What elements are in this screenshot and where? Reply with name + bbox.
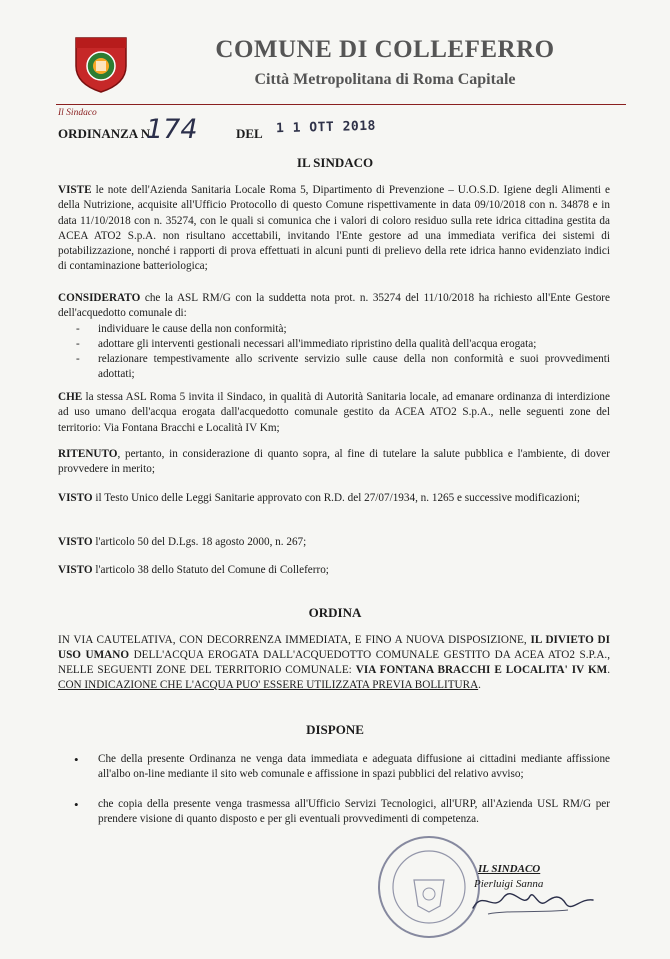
ordina-text [58, 633, 610, 693]
lead-ritenuto: RITENUTO [58, 448, 118, 460]
heading-ordina: ORDINA [308, 605, 362, 620]
text-ritenuto: , pertanto, in considerazione di quanto sopra, al fine di tutelare la salute pubblica e l'ambiente, di dover provvedere in merito; [58, 448, 610, 476]
lead-visto: VISTO [58, 536, 93, 548]
paragraph-viste [58, 183, 610, 275]
ordinanza-label: ORDINANZA N. [58, 126, 154, 141]
comune-crest-icon [70, 32, 132, 94]
text-viste: le note dell'Azienda Sanitaria Locale Roma 5, Dipartimento di Prevenzione – U.O.S.D. Igiene degli Alimenti e della Nutrizione, acquisite all'Ufficio Protocollo di questo Comune rispettivamente in data 09/10/2018 con n. 34878 e in data 11/10/2018 con n. 35274, con le quali si comunica che i valori di coloro residuo sulla rete idrica cittadina gestita da ACEA ATO2 S.p.A. non risultano accettabili, invitando l'Ente gestore ad una immediata verifica dei sistemi di potabilizzazione, nonché i rapporti di prova effettuati in alcuni punti di prelievo della rete idrica hanno evidenziato indici di contaminazione batteriologica; [58, 184, 610, 273]
list-item: - adottare gli interventi gestionali necessari all'immediato ripristino della qualità dell'acqua erogata; [98, 337, 610, 352]
ordina-part: . [478, 679, 481, 691]
page-subtitle: Città Metropolitana di Roma Capitale [254, 71, 516, 88]
list-item: - relazionare tempestivamente allo scrivente servizio sulle cause della non conformità e suoi provvedimenti adottati; [98, 352, 610, 383]
paragraph-visto-dlgs [58, 535, 610, 550]
signature-title: IL SINDACO [478, 863, 541, 875]
lead-considerato: CONSIDERATO [58, 292, 141, 304]
paragraph-che [58, 390, 610, 436]
text-considerato: che la ASL RM/G con la suddetta nota prot. n. 35274 del 11/10/2018 ha richiesto all'Ente Gestore dell'acquedotto comunale di: [58, 292, 610, 320]
lead-visto: VISTO [58, 564, 93, 576]
lead-viste: VISTE [58, 184, 92, 196]
lead-visto: VISTO [58, 492, 93, 504]
dispone-section [58, 752, 610, 838]
considerato-list [58, 322, 610, 383]
date-stamp: 1 1 OTT 2018 [275, 118, 377, 137]
text-visto: l'articolo 50 del D.Lgs. 18 agosto 2000, n. 267; [92, 536, 307, 548]
list-item: • che copia della presente venga trasmessa all'Ufficio Servizi Tecnologici, all'URP, all'Azienda USL RM/G per prendere visione di quanto disposto e per gli eventuali provvedimenti di competenza. [98, 797, 610, 828]
heading-il-sindaco: IL SINDACO [296, 155, 374, 170]
ordinanza-number: 174 [146, 114, 198, 145]
text-visto: l'articolo 38 dello Statuto del Comune di Colleferro; [92, 564, 329, 576]
paragraph-considerato [58, 291, 610, 383]
list-item: - individuare le cause della non conformità; [98, 322, 610, 337]
text-che: la stessa ASL Roma 5 invita il Sindaco, in qualità di Autorità Sanitaria locale, ad emanare ordinanza di interdizione ad uso umano dell'acqua erogata dall'acquedotto comunale gestito da ACEA ATO2 S.p.A., nelle seguenti zone del territorio: Via Fontana Bracchi e Località IV Km; [58, 391, 610, 434]
del-label: DEL [236, 126, 263, 141]
paragraph-visto-testo-unico [58, 491, 610, 506]
office-label: Il Sindaco [58, 108, 97, 118]
ordina-part: IN VIA CAUTELATIVA, CON DECORRENZA IMMEDIATA, E FINO A NUOVA DISPOSIZIONE, [58, 634, 531, 646]
page-title: COMUNE DI COLLEFERRO [215, 36, 555, 63]
ordina-part: . [607, 664, 610, 676]
heading-dispone: DISPONE [306, 722, 364, 737]
handwritten-signature-icon [468, 880, 598, 920]
text-visto: il Testo Unico delle Leggi Sanitarie approvato con R.D. del 27/07/1934, n. 1265 e successive modificazioni; [92, 492, 581, 504]
signature-name: Pierluigi Sanna [474, 878, 544, 890]
ordina-part: DELL'ACQUA EROGATA DALL'ACQUEDOTTO COMUNALE GESTITO DA ACEA ATO2 S.P.A., NELLE SEGUENTI ZONE DEL TERRITORIO COMUNALE: [58, 649, 610, 676]
ordina-divieto: IL DIVIETO DI USO UMANO [58, 634, 610, 661]
header-divider [56, 104, 626, 105]
ordina-zones: VIA FONTANA BRACCHI E LOCALITA' IV KM [355, 664, 608, 676]
paragraph-visto-statuto [58, 563, 610, 578]
list-item: • Che della presente Ordinanza ne venga data immediata e adeguata diffusione ai cittadini mediante affissione all'albo on-line mediante il sito web comunale e affissione in spazi pubblici del relativo avviso; [98, 752, 610, 783]
ordina-bollitura: CON INDICAZIONE CHE L'ACQUA PUO' ESSERE UTILIZZATA PREVIA BOLLITURA [58, 679, 479, 691]
dispone-list [58, 752, 610, 827]
paragraph-ritenuto [58, 447, 610, 478]
lead-che: CHE [58, 391, 83, 403]
